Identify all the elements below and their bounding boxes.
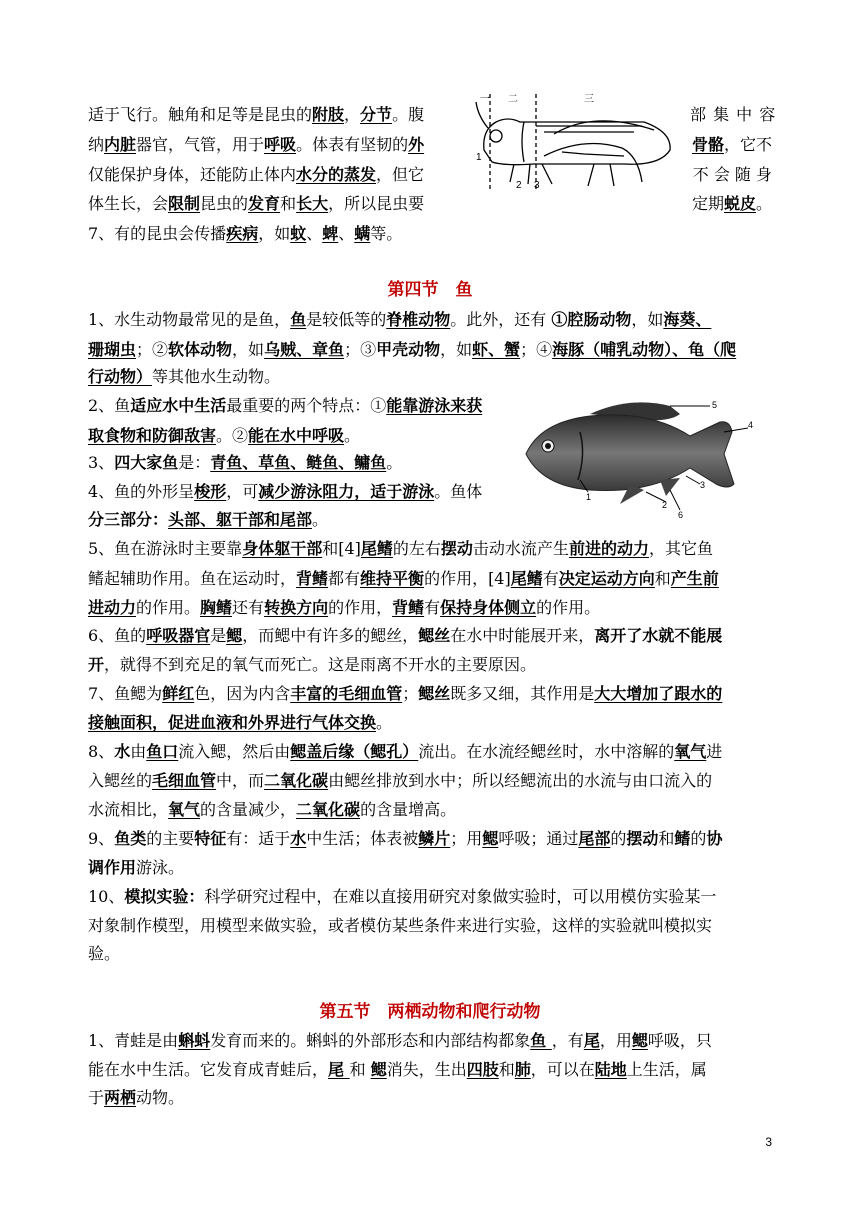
figure-label: 二 — [508, 94, 518, 105]
text-line: 10、模拟实验：科学研究过程中，在难以直接用研究对象做实验时，可以用模仿实验某一 — [88, 887, 717, 906]
text-line: 鳍起辅助作用。鱼在运动时，背鳍都有维持平衡的作用，[4]尾鳍有决定运动方向和产生前 — [88, 569, 719, 588]
text-line: 适于飞行。触角和足等是昆虫的附肢，分节。腹 — [88, 105, 425, 124]
text-line-right: 定期蜕皮。 — [691, 194, 772, 213]
figure-label: 2 — [662, 500, 668, 510]
text-line: 于两栖动物。 — [88, 1088, 185, 1107]
text-line: 3、四大家鱼是：青鱼、草鱼、鲢鱼、鳙鱼。 — [88, 453, 403, 472]
figure-label: 3 — [534, 180, 540, 191]
text-line: 仅能保护身体，还能防止体内水分的蒸发，但它 — [88, 165, 425, 184]
figure-label: 5 — [712, 400, 718, 410]
text-line-right: 部 集 中 容 — [690, 105, 777, 124]
text-line: 纳内脏器官，气管，用于呼吸。体表有坚韧的外 — [88, 135, 425, 154]
figure-label: 1 — [586, 492, 592, 502]
page-number: 3 — [765, 1135, 772, 1149]
figure-label: 3 — [700, 480, 706, 490]
text-line: 1、水生动物最常见的是鱼，鱼是较低等的脊椎动物。此外，还有 ①腔肠动物，如海葵、 — [88, 310, 712, 329]
text-line: 2、鱼适应水中生活最重要的两个特点：①能靠游泳来获 — [88, 396, 483, 415]
text-line: 验。 — [88, 944, 121, 963]
text-line: 1、青蛙是由蝌蚪发育而来的。蝌蚪的外部形态和内部结构都象鱼 ，有尾，用鳃呼吸，只 — [88, 1031, 712, 1050]
text-line: 接触面积，促进血液和外界进行气体交换。 — [88, 713, 393, 732]
text-line: 水流相比，氧气的含量减少，二氧化碳的含量增高。 — [88, 800, 457, 819]
fish-figure — [520, 392, 760, 520]
text-line: 4、鱼的外形呈梭形，可减少游泳阻力，适于游泳。鱼体 — [88, 482, 483, 501]
figure-label: 1 — [476, 152, 482, 163]
text-line: 能在水中生活。它发育成青蛙后，尾 和 鳃消失，生出四肢和肺，可以在陆地上生活，属 — [88, 1060, 707, 1079]
text-line: 取食物和防御敌害。②能在水中呼吸。 — [88, 426, 361, 445]
grasshopper-figure — [474, 92, 678, 192]
text-line: 9、鱼类的主要特征有：适于水中生活；体表被鳞片；用鳃呼吸；通过尾部的摆动和鳍的协 — [88, 829, 723, 848]
text-line: 调作用游泳。 — [88, 858, 185, 877]
figure-label: 6 — [678, 510, 684, 520]
text-line-right: 不 会 随 身 — [692, 165, 772, 184]
figure-label: 三 — [584, 94, 594, 105]
text-line: 开，就得不到充足的氧气而死亡。这是雨离不开水的主要原因。 — [88, 655, 537, 674]
text-line: 8、水由鱼口流入鳃，然后由鳃盖后缘（鳃孔）流出。在水流经鳃丝时，水中溶解的氧气进 — [88, 742, 723, 761]
text-line: 进动力的作用。胸鳍还有转换方向的作用，背鳍有保持身体侧立的作用。 — [88, 598, 601, 617]
section-heading: 第四节 鱼 — [387, 280, 473, 300]
section-heading: 第五节 两栖动物和爬行动物 — [319, 1002, 541, 1022]
text-line: 7、鱼鳃为鲜红色，因为内含丰富的毛细血管；鳃丝既多又细，其作用是大大增加了跟水的 — [88, 684, 723, 703]
figure-label: 4 — [748, 420, 754, 430]
text-line: 珊瑚虫；②软体动物，如乌贼、章鱼；③甲壳动物，如虾、蟹；④海豚（哺乳动物）、龟（爬 — [88, 340, 737, 359]
text-line: 行动物）等其他水生动物。 — [88, 367, 281, 386]
figure-label: 2 — [516, 180, 522, 191]
figure-label: 一 — [480, 94, 490, 105]
text-line: 对象制作模型，用模型来做实验，或者模仿某些条件来进行实验，这样的实验就叫模拟实 — [88, 916, 713, 935]
text-line: 入鳃丝的毛细血管中，而二氧化碳由鳃丝排放到水中；所以经鳃流出的水流与由口流入的 — [88, 771, 713, 790]
text-line: 5、鱼在游泳时主要靠身体躯干部和[4]尾鳍的左右摆动击动水流产生前进的动力，其它鱼 — [88, 539, 713, 558]
text-line: 分三部分：头部、躯干部和尾部。 — [88, 510, 329, 529]
text-line: 7、有的昆虫会传播疾病，如蚊、蜱、螨等。 — [88, 224, 403, 243]
text-line: 体生长，会限制昆虫的发育和长大，所以昆虫要 — [88, 194, 425, 213]
text-line-right: 骨骼，它不 — [691, 135, 772, 154]
text-line: 6、鱼的呼吸器官是鳃，而鳃中有许多的鳃丝，鳃丝在水中时能展开来，离开了水就不能展 — [88, 626, 723, 645]
